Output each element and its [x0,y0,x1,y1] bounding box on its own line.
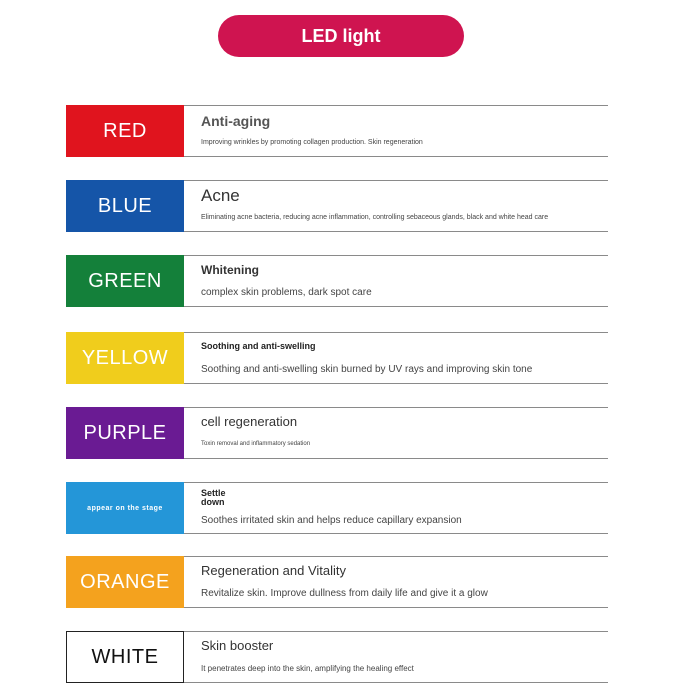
row-description-panel [184,332,608,384]
row-light-blue [66,482,608,534]
row-heading: Anti-aging [201,113,271,129]
row-description: complex skin problems, dark spot care [201,287,372,298]
row-blue [66,180,608,232]
swatch-blue [66,180,184,232]
color-label: BLUE [97,194,153,217]
title-banner [218,15,464,57]
color-label: appear on the stage [87,504,163,512]
row-heading: Acne [201,186,240,205]
color-label: RED [103,119,147,142]
color-label: YELLOW [81,346,169,369]
swatch-white [66,631,184,683]
row-description: Toxin removal and inflammatory sedation [201,441,311,447]
page-title: LED light [301,25,381,46]
row-description: Soothing and anti-swelling skin burned by UV rays and improving skin tone [201,364,533,375]
row-heading: Skin booster [201,638,274,653]
swatch-yellow [66,332,184,384]
row-heading: Settle down [201,488,226,507]
row-purple [66,407,608,459]
row-description-panel [184,631,608,683]
swatch-purple [66,407,184,459]
row-description: Soothes irritated skin and helps reduce capillary expansion [201,515,462,526]
row-description-panel [184,180,608,232]
row-heading: Whitening [201,263,259,277]
color-label: WHITE [91,645,159,668]
row-heading: Regeneration and Vitality [201,563,347,578]
color-label: PURPLE [83,421,167,444]
row-description: Eliminating acne bacteria, reducing acne inflammation, controlling sebaceous glands, black and white head care [201,214,549,221]
row-description-panel [184,105,608,157]
row-description: Improving wrinkles by promoting collagen production. Skin regeneration [201,139,423,146]
swatch-light-blue [66,482,184,534]
row-description: It penetrates deep into the skin, amplifying the healing effect [201,664,414,673]
row-description-panel [184,556,608,608]
swatch-orange [66,556,184,608]
row-heading: Soothing and anti-swelling [201,341,316,351]
row-orange [66,556,608,608]
color-label: GREEN [88,269,162,292]
row-red [66,105,608,157]
row-description-panel [184,255,608,307]
swatch-red [66,105,184,157]
row-green [66,255,608,307]
row-description: Revitalize skin. Improve dullness from daily life and give it a glow [201,588,488,599]
row-white [66,631,608,683]
color-label: ORANGE [80,570,170,593]
row-heading: cell regeneration [201,414,298,429]
swatch-green [66,255,184,307]
row-yellow [66,332,608,384]
row-description-panel [184,482,608,534]
row-description-panel [184,407,608,459]
